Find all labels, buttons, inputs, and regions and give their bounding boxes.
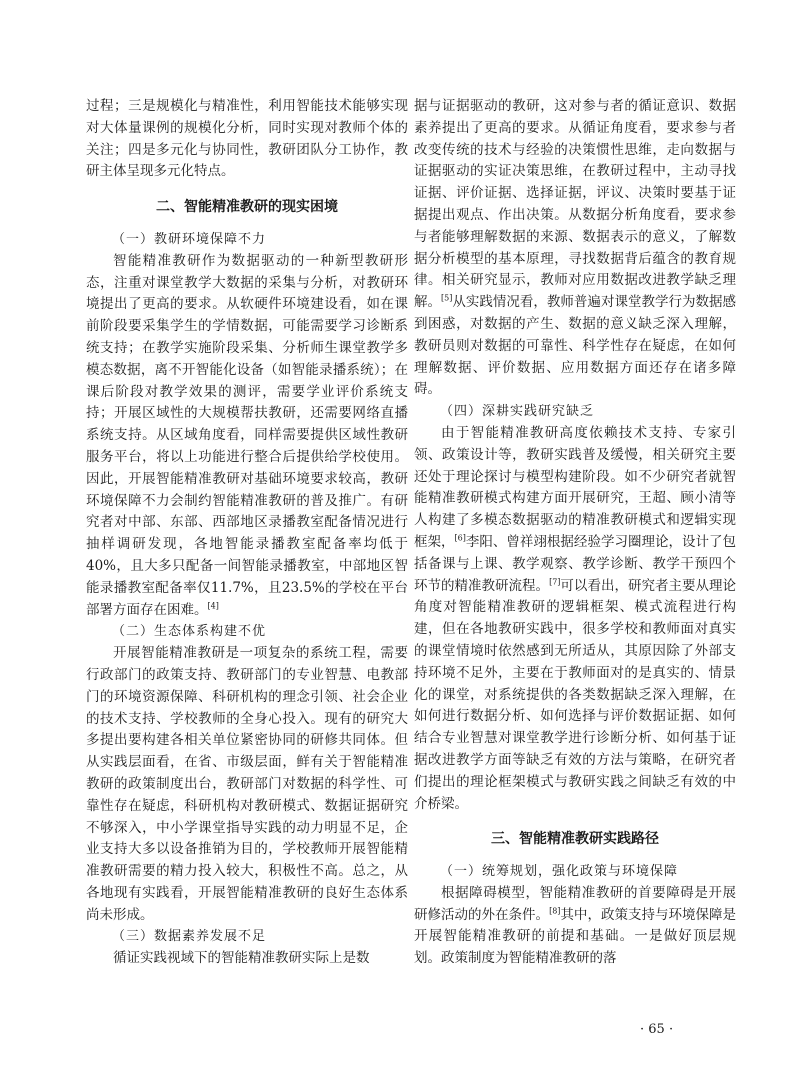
paragraph-text: 从实践情况看，教师普遍对课堂教学行为数据感到困惑，对数据的产生、数据的意义缺乏深入理解，教研员则对数据的可靠性、科学性存在疑虑，在如何理解数据、评价数据、应用数据方面还存在诸多障碍。 [414, 294, 737, 398]
paragraph-text: 其中，政策支持与环境保障是开展智能精准教研的前提和基础。一是做好顶层规划。政策制度为智能精准教研的落 [414, 906, 737, 967]
left-column [86, 96, 408, 970]
page-number: · 65 · [640, 1022, 674, 1037]
citation-ref: [5] [441, 293, 453, 303]
paragraph [414, 423, 736, 815]
section-heading: 三、智能精准教研实践路径 [491, 831, 659, 848]
paragraph-text: 智能精准教研作为数据驱动的一种新型教研形态，注重对课堂教学大数据的采集与分析，对教研环境提出了更高的要求。从软硬件环境建设看，如在课前阶段要采集学生的学情数据，可能需要学习诊断系统支持；在教学实施阶段采集、分析师生课堂教学多模态数据，离不开智能化设备（如智能录播系统）；在课后阶段对教学效果的测评，需要学业评价系统支持；开展区域性的大规模帮扶教研，还需要网络直播系统支持。从区域角度看，同样需要提供区域性教研服务平台，将以上功能进行整合后提供给学校使用。因此，开展智能精准教研对基础环境要求较高，教研环境保障不力会制约智能精准教研的普及推广。有研究者对中部、东部、西部地区录播教室配备情况进行抽样调研发现，各地智能录播教室配备率均低于40%，且大多只配备一间智能录播教室，中部地区智能录播教室配备率仅11.7%，且23.5%的学校在平台部署方面存在困难。 [86, 252, 408, 618]
paragraph [86, 251, 408, 622]
citation-ref: [7] [549, 577, 561, 587]
subsection-heading: （一）统筹规划，强化政策与环境保障 [440, 864, 679, 880]
paragraph: 开展智能精准教研是一项复杂的系统工程，需要行政部门的政策支持、教研部门的专业智慧、电教部门的环境资源保障、科研机构的理念引领、社会企业的技术支持、学校教师的全身心投入。现有的研究大多提出要构建各相关单位紧密协同的研修共同体。但从实践层面看，在省、市级层面，鲜有关于智能精准教研的政策制度出台，教研部门对数据的科学性、可靠性存在疑虑，科研机构对教研模式、数据证据研究不够深入，中小学课堂指导实践的动力明显不足，企业支持大多以设备推销为目的，学校教师开展智能精准教研需要的精力投入较大，积极性不高。总之，从各地现有实践看，开展智能精准教研的良好生态体系尚未形成。 [86, 645, 408, 923]
paragraph [414, 883, 736, 970]
section-heading: 二、智能精准教研的现实困境 [156, 199, 338, 216]
paragraph-text: 根据障碍模型，智能精准教研的首要障碍是开展研修活动的外在条件。 [414, 884, 736, 923]
subsection-heading: （三）数据素养发展不足 [112, 929, 267, 945]
paragraph: 循证实践视域下的智能精准教研实际上是数 [113, 950, 370, 967]
subsection-heading: （一）教研环境保障不力 [112, 231, 267, 247]
paragraph-text: 据与证据驱动的教研，这对参与者的循证意识、数据素养提出了更高的要求。从循证角度看，要求参与者改变传统的技术与经验的决策惯性思维，走向数据与证据驱动的实证决策思维，在教研过程中，主动寻找证据、评价证据、选择证据，评议、决策时要基于证据提出观点、作出决策。从数据分析角度看，要求参与者能够理解数据的来源、数据表示的意义，了解数据分析模型的基本原理，寻找数据背后蕴含的教育规律。相关研究显示，教师对应用数据改进教学缺乏理解。 [414, 98, 736, 311]
citation-ref: [6] [454, 533, 466, 543]
subsection-heading: （二）生态体系构建不优 [112, 624, 267, 640]
paragraph-text: 可以看出，研究者主要从理论角度对智能精准教研的逻辑框架、模式流程进行构建，但在各地教研实践中，很多学校和教师面对真实的课堂情境时依然感到无所适从，其原因除了外部支持环境不足外，主要在于教师面对的是真实的、情景化的课堂，对系统提供的各类数据缺乏深入理解，在如何进行数据分析、如何选择与评价数据证据、如何结合专业智慧对课堂教学进行诊断分析、如何基于证据改进教学方面等缺乏有效的方法与策略，在研究者们提出的理论框架模式与教研实践之间缺乏有效的中介桥梁。 [414, 577, 737, 812]
paragraph-continued [414, 96, 736, 401]
paragraph-text: 由于智能精准教研高度依赖技术支持、专家引领、政策设计等，教研实践普及缓慢，相关研究主要还处于理论探讨与模型构建阶段。如不少研究者就智能精准教研模式构建方面开展研究，王超、顾小清等人构建了多模态数据驱动的精准教研模式和逻辑实现框架， [414, 424, 736, 550]
paragraph-text: 李阳、曾祥翊根据经验学习圈理论，设计了包括备课与上课、教学观察、教学诊断、教学干预四个环节的精准教研流程。 [414, 533, 737, 594]
paragraph-continued: 过程；三是规模化与精准性，利用智能技术能够实现对大体量课例的规模化分析，同时实现对教师个体的关注；四是多元化与协同性，教研团队分工协作，教研主体呈现多元化特点。 [86, 98, 408, 180]
citation-ref: [8] [549, 906, 561, 916]
subsection-heading: （四）深耕实践研究缺乏 [440, 404, 595, 420]
right-column [414, 96, 736, 970]
citation-ref: [4] [207, 601, 219, 611]
